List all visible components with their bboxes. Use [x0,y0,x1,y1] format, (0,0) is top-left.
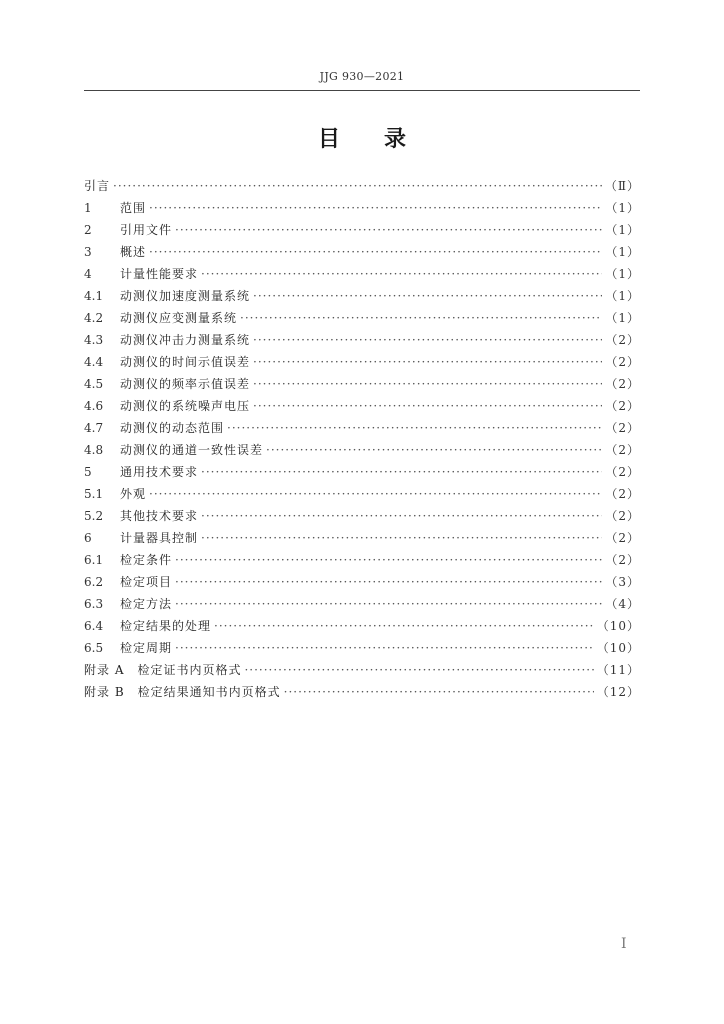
toc-dot-leader [201,505,602,527]
toc-entry-6-2[interactable] [84,571,640,593]
toc-entry-page: （2） [605,421,640,435]
document-code: JJG 930—2021 [319,70,405,83]
toc-entry-appendix-a[interactable] [84,659,640,681]
toc-entry-label: 动测仪的通道一致性误差 [120,443,264,457]
toc-dot-leader [175,637,594,659]
toc-entry-label: 范围 [120,201,147,215]
page-title [0,122,724,153]
toc-dot-leader [253,285,602,307]
toc-entry-6-5[interactable] [84,637,640,659]
toc-entry-page: （2） [605,443,640,457]
toc-entry-number: 5 [84,465,92,479]
toc-entry-page: （2） [605,487,640,501]
toc-entry-number: 6.5 [84,641,104,655]
toc-entry-number: 5.2 [84,509,104,523]
toc-entry-label: 外观 [120,487,147,501]
toc-entry-4[interactable] [84,263,640,285]
toc-dot-leader [284,681,594,703]
toc-entry-label: 概述 [120,245,147,259]
toc-dot-leader [149,241,602,263]
toc-entry-label: 检定条件 [120,553,173,567]
toc-entry-2[interactable] [84,219,640,241]
title-char-right: 录 [384,126,407,152]
toc-dot-leader [113,175,602,197]
toc-entry-appendix-b[interactable] [84,681,640,703]
toc-entry-label: 检定结果的处理 [120,619,212,633]
toc-entry-number: 4.6 [84,399,104,413]
toc-entry-4-3[interactable] [84,329,640,351]
toc-entry-number: 4.2 [84,311,104,325]
toc-entry-number: 1 [84,201,92,215]
toc-entry-4-1[interactable] [84,285,640,307]
table-of-contents [84,175,640,703]
toc-entry-6-4[interactable] [84,615,640,637]
toc-dot-leader [253,373,602,395]
toc-entry-label: 引言 [84,179,111,193]
toc-entry-page: （2） [605,531,640,545]
toc-entry-page: （4） [605,597,640,611]
toc-entry-6-1[interactable] [84,549,640,571]
toc-entry-label: 计量器具控制 [120,531,199,545]
toc-entry-label: 附录 A 检定证书内页格式 [84,663,242,677]
toc-entry-page: （1） [605,245,640,259]
toc-entry-number: 5.1 [84,487,104,501]
page-number: I [621,936,627,952]
toc-entry-page: （10） [596,641,640,655]
toc-entry-number: 6 [84,531,92,545]
toc-entry-page: （10） [596,619,640,633]
toc-entry-label: 动测仪的动态范围 [120,421,225,435]
toc-dot-leader [149,197,602,219]
toc-entry-label: 动测仪加速度测量系统 [120,289,251,303]
toc-entry-foreword[interactable] [84,175,640,197]
toc-entry-number: 4.1 [84,289,104,303]
toc-entry-4-5[interactable] [84,373,640,395]
toc-entry-label: 动测仪的频率示值误差 [120,377,251,391]
toc-entry-page: （3） [605,575,640,589]
toc-dot-leader [175,571,602,593]
toc-entry-5[interactable] [84,461,640,483]
toc-dot-leader [266,439,602,461]
toc-entry-6[interactable] [84,527,640,549]
toc-entry-5-2[interactable] [84,505,640,527]
toc-entry-number: 4 [84,267,92,281]
toc-dot-leader [214,615,594,637]
toc-entry-4-8[interactable] [84,439,640,461]
toc-entry-page: （2） [605,553,640,567]
toc-entry-page: （1） [605,311,640,325]
toc-entry-6-3[interactable] [84,593,640,615]
toc-entry-label: 动测仪冲击力测量系统 [120,333,251,347]
toc-entry-number: 4.7 [84,421,104,435]
toc-entry-3[interactable] [84,241,640,263]
toc-entry-label: 引用文件 [120,223,173,237]
toc-dot-leader [175,593,602,615]
toc-entry-label: 附录 B 检定结果通知书内页格式 [84,685,281,699]
toc-entry-page: （1） [605,201,640,215]
title-char-left: 目 [317,126,340,152]
toc-entry-page: （11） [596,663,640,677]
toc-entry-number: 4.8 [84,443,104,457]
toc-entry-label: 动测仪的时间示值误差 [120,355,251,369]
toc-entry-label: 检定周期 [120,641,173,655]
toc-entry-number: 4.4 [84,355,104,369]
toc-entry-number: 6.1 [84,553,104,567]
toc-dot-leader [149,483,602,505]
toc-entry-page: （1） [605,267,640,281]
toc-entry-number: 3 [84,245,92,259]
toc-entry-label: 检定项目 [120,575,173,589]
toc-entry-page: （2） [605,509,640,523]
toc-entry-page: （12） [596,685,640,699]
toc-entry-page: （1） [605,223,640,237]
toc-dot-leader [201,263,602,285]
toc-entry-4-6[interactable] [84,395,640,417]
toc-entry-page: （2） [605,377,640,391]
toc-dot-leader [253,351,602,373]
toc-entry-label: 动测仪应变测量系统 [120,311,238,325]
toc-dot-leader [227,417,602,439]
toc-dot-leader [253,329,602,351]
toc-entry-5-1[interactable] [84,483,640,505]
toc-entry-label: 其他技术要求 [120,509,199,523]
toc-dot-leader [240,307,602,329]
toc-entry-page: （2） [605,355,640,369]
toc-entry-page: （2） [605,333,640,347]
toc-dot-leader [244,659,593,681]
toc-entry-page: （2） [605,399,640,413]
toc-dot-leader [253,395,602,417]
toc-entry-number: 4.3 [84,333,104,347]
toc-entry-number: 4.5 [84,377,104,391]
toc-entry-4-2[interactable] [84,307,640,329]
toc-entry-number: 6.2 [84,575,104,589]
toc-entry-label: 通用技术要求 [120,465,199,479]
toc-entry-4-4[interactable] [84,351,640,373]
toc-entry-number: 6.4 [84,619,104,633]
toc-entry-number: 2 [84,223,92,237]
toc-entry-page: （1） [605,289,640,303]
toc-dot-leader [175,219,602,241]
toc-entry-label: 检定方法 [120,597,173,611]
toc-entry-4-7[interactable] [84,417,640,439]
header-divider [84,90,640,91]
toc-entry-label: 动测仪的系统噪声电压 [120,399,251,413]
toc-entry-page: （Ⅱ） [604,179,640,193]
toc-entry-page: （2） [605,465,640,479]
toc-entry-1[interactable] [84,197,640,219]
toc-dot-leader [201,461,602,483]
toc-entry-label: 计量性能要求 [120,267,199,281]
toc-dot-leader [201,527,602,549]
toc-entry-number: 6.3 [84,597,104,611]
toc-dot-leader [175,549,602,571]
